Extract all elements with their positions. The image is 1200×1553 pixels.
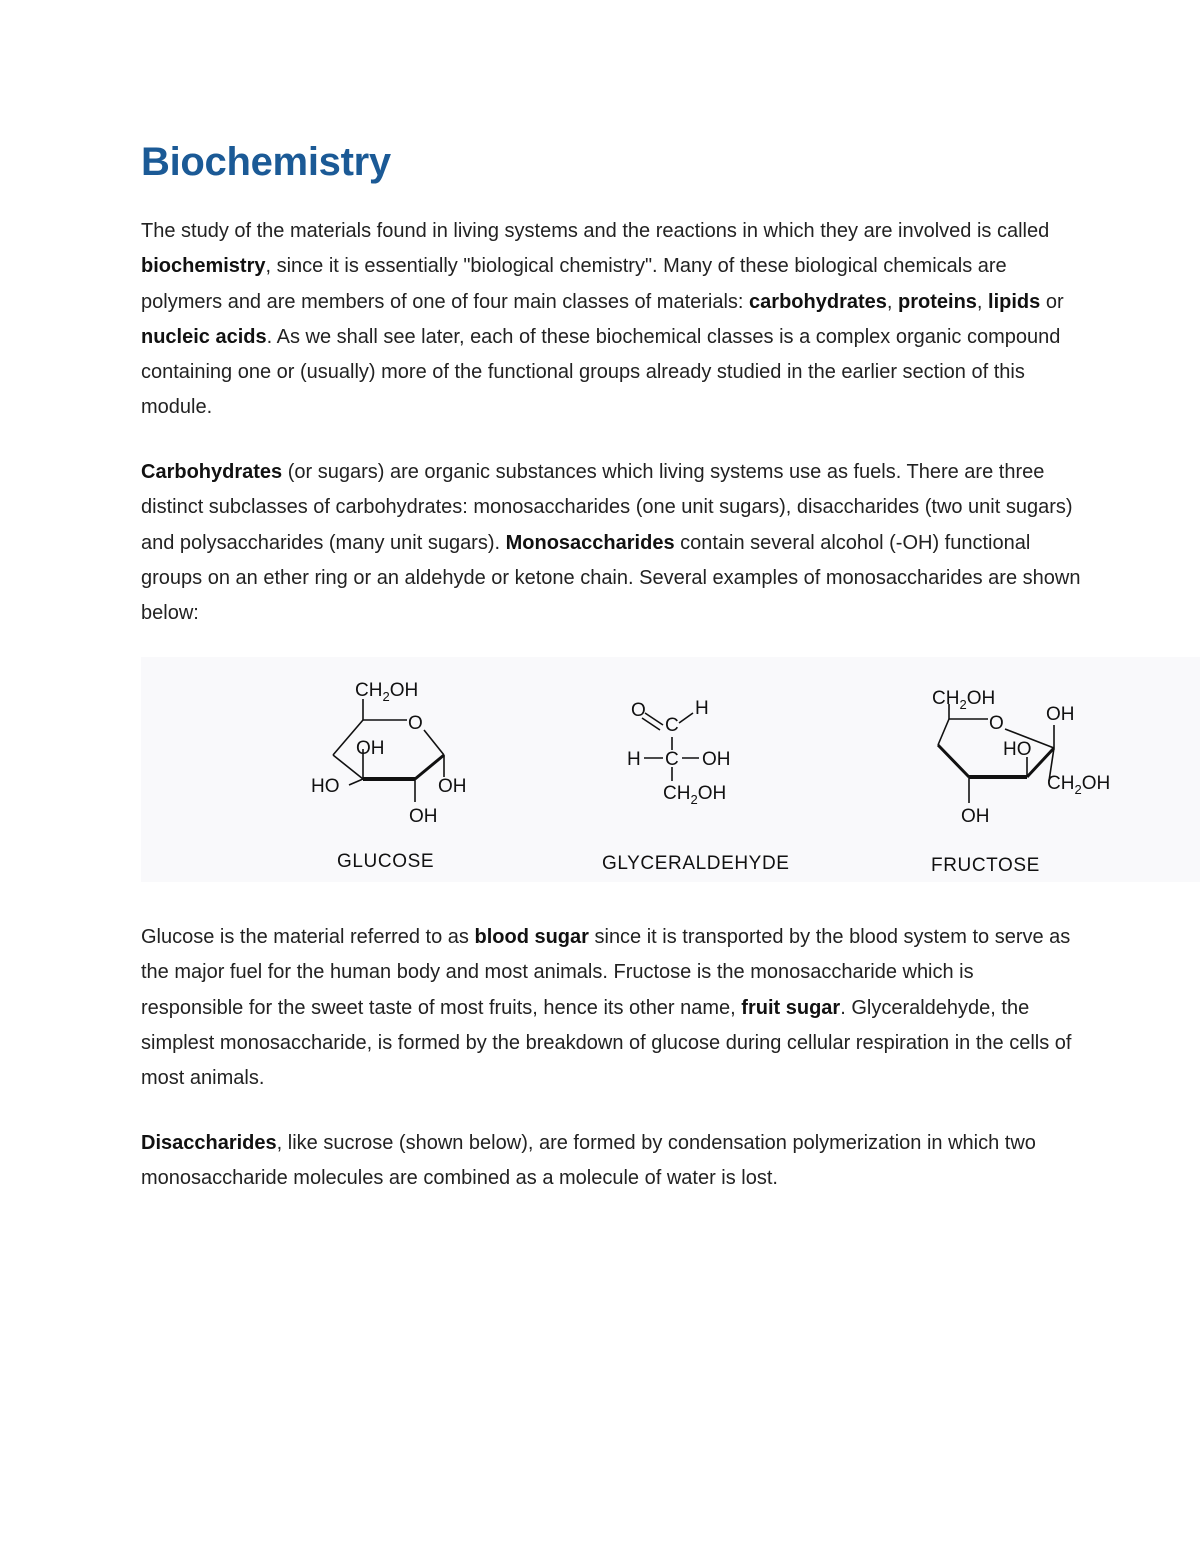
term-fruit-sugar: fruit sugar	[741, 996, 841, 1019]
carbohydrates-paragraph	[141, 455, 1081, 631]
glyceraldehyde-caption: GLYCERALDEHYDE	[602, 853, 790, 874]
glyceraldehyde-ch2oh: $CH_2OH$	[663, 783, 727, 807]
fructose-ring-oxygen: O	[989, 713, 1004, 734]
fructose-ch2oh-right: $CH_2OH$	[1047, 773, 1111, 797]
page-title: Biochemistry	[141, 140, 391, 184]
text-run: since it is transported by the blood system to serve as the major fuel for the human body and most animals. Fructose is the monosaccharide which is responsible for the sweet taste of most fruits, hence its other name,	[141, 926, 1071, 1019]
term-nucleic-acids: nucleic acids	[141, 325, 267, 348]
glyceraldehyde-oh: OH	[702, 749, 731, 770]
glucose-ch2oh-label: $CH_2OH$	[355, 680, 419, 704]
term-carbohydrates: carbohydrates	[749, 290, 887, 313]
term-blood-sugar: blood sugar	[474, 926, 589, 948]
text-run: The study of the materials found in living systems and the reactions in which they are involved is called	[141, 220, 1050, 242]
glucose-oh-right: OH	[438, 776, 467, 797]
text-run: (or sugars) are organic substances which living systems use as fuels. There are three distinct subclasses of carbohydrates: monosaccharides (one unit sugars), disaccharides (two unit sugars) and polysaccharides (many unit sugars).	[141, 461, 1073, 554]
text-run: Glucose is the material referred to as	[141, 926, 475, 948]
glyceraldehyde-carbonyl-carbon: C	[665, 715, 679, 736]
glucose-oh-bottom: OH	[409, 806, 438, 827]
glucose-ring-oxygen: O	[408, 713, 423, 734]
term-biochemistry: biochemistry	[141, 255, 266, 278]
fructose-ho-inner: HO	[1003, 739, 1032, 760]
text-run: ,	[886, 290, 899, 313]
text-run: . Glyceraldehyde, the simplest monosaccharide, is formed by the breakdown of glucose during cellular respiration in the cells of most animals.	[141, 996, 1072, 1090]
monosaccharide-figure	[141, 657, 1200, 882]
term-disaccharides: Disaccharides	[141, 1132, 277, 1154]
term-carbohydrates-heading: Carbohydrates	[141, 461, 283, 483]
term-monosaccharides: Monosaccharides	[505, 531, 675, 554]
fructose-oh-top: OH	[1046, 704, 1075, 725]
fructose-caption: FRUCTOSE	[931, 855, 1040, 876]
glyceraldehyde-h-left: H	[627, 749, 641, 770]
glucose-labels	[311, 680, 467, 872]
glucose-paragraph	[141, 920, 1081, 1096]
glucose-structure	[333, 699, 444, 802]
glucose-oh-inner: OH	[356, 738, 385, 759]
glyceraldehyde-labels	[602, 698, 790, 874]
fructose-labels	[931, 688, 1110, 876]
disaccharides-paragraph	[141, 1126, 1081, 1197]
glucose-ho-left: HO	[311, 776, 340, 797]
structures-diagram	[141, 657, 1200, 882]
fructose-oh-bottom: OH	[961, 806, 990, 827]
glucose-caption: GLUCOSE	[337, 851, 435, 872]
text-run: , since it is essentially "biological chemistry". Many of these biological chemicals are polymers and are members of one of four main classes of materials:	[141, 255, 1007, 313]
text-run: contain several alcohol (-OH) functional groups on an ether ring or an aldehyde or ketone chain. Several examples of monosaccharides are shown below:	[141, 531, 1081, 625]
text-run: ,	[976, 290, 989, 313]
intro-paragraph	[141, 214, 1081, 426]
text-run: or	[1040, 290, 1064, 313]
text-run: . As we shall see later, each of these biochemical classes is a complex organic compound containing one or (usually) more of the functional groups already studied in the earlier section of this module.	[141, 325, 1061, 419]
term-proteins: proteins	[898, 290, 977, 313]
text-run: , like sucrose (shown below), are formed by condensation polymerization in which two monosaccharide molecules are combined as a molecule of water is lost.	[141, 1132, 1036, 1190]
glyceraldehyde-h-top: H	[695, 698, 709, 719]
glyceraldehyde-oxygen: O	[631, 700, 646, 721]
term-lipids: lipids	[988, 290, 1041, 313]
fructose-ch2oh-top: $CH_2OH$	[932, 688, 996, 712]
glyceraldehyde-central-carbon: C	[665, 749, 679, 770]
